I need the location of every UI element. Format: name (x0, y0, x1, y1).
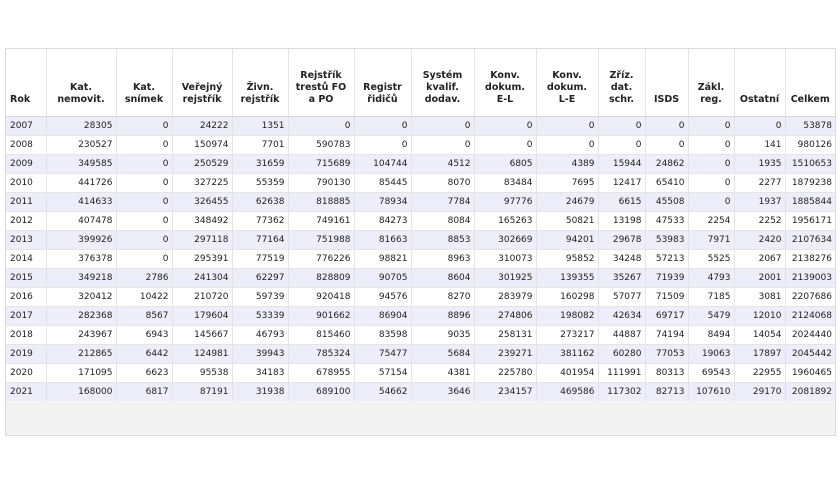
table-cell: 69717 (645, 307, 688, 326)
table-cell: 301925 (474, 269, 536, 288)
table-cell: 171095 (46, 364, 116, 383)
table-cell: 60280 (598, 345, 645, 364)
table-cell: 0 (354, 136, 411, 155)
table-cell: 6615 (598, 193, 645, 212)
table-row (6, 155, 835, 174)
table-cell: 715689 (288, 155, 354, 174)
table-cell: 243967 (46, 326, 116, 345)
table-cell: 320412 (46, 288, 116, 307)
table-cell: 0 (354, 117, 411, 136)
table-cell: 77053 (645, 345, 688, 364)
table-cell: 94576 (354, 288, 411, 307)
table-container (5, 48, 836, 436)
table-cell: 469586 (536, 383, 598, 402)
table-cell: 0 (116, 193, 172, 212)
table-cell: 78934 (354, 193, 411, 212)
table-cell: 2420 (734, 231, 785, 250)
table-cell: 29170 (734, 383, 785, 402)
table-cell: 297118 (172, 231, 232, 250)
table-cell: 3646 (411, 383, 474, 402)
table-row (6, 307, 835, 326)
table-cell: 441726 (46, 174, 116, 193)
column-header[interactable] (645, 49, 688, 117)
table-cell: 2107634 (785, 231, 835, 250)
table-cell: 0 (598, 117, 645, 136)
table-cell: 8084 (411, 212, 474, 231)
table-row (6, 231, 835, 250)
table-cell: 210720 (172, 288, 232, 307)
column-header[interactable] (598, 49, 645, 117)
table-cell: 87191 (172, 383, 232, 402)
column-header-text: trestů FO (295, 82, 347, 93)
table-cell: 0 (116, 117, 172, 136)
table-body (6, 117, 835, 402)
year-cell: 2014 (6, 250, 46, 269)
table-cell: 1879238 (785, 174, 835, 193)
table-cell: 5479 (688, 307, 734, 326)
table-cell: 250529 (172, 155, 232, 174)
year-cell: 2021 (6, 383, 46, 402)
year-cell: 2007 (6, 117, 46, 136)
table-cell: 689100 (288, 383, 354, 402)
column-header-text: Registr (363, 82, 402, 93)
column-header-text: dokum. (547, 82, 587, 93)
table-cell: 399926 (46, 231, 116, 250)
column-header-text: L-E (558, 94, 576, 105)
table-cell: 57154 (354, 364, 411, 383)
table-cell: 0 (116, 231, 172, 250)
table-cell: 8270 (411, 288, 474, 307)
year-cell: 2016 (6, 288, 46, 307)
table-cell: 310073 (474, 250, 536, 269)
table-cell: 0 (688, 117, 734, 136)
table-cell: 2067 (734, 250, 785, 269)
table-cell: 8604 (411, 269, 474, 288)
table-cell: 12010 (734, 307, 785, 326)
table-row (6, 212, 835, 231)
table-cell: 53983 (645, 231, 688, 250)
column-header[interactable] (6, 49, 46, 117)
table-cell: 0 (598, 136, 645, 155)
table-cell: 0 (688, 136, 734, 155)
table-cell: 349218 (46, 269, 116, 288)
table-cell: 2254 (688, 212, 734, 231)
table-cell: 53339 (232, 307, 288, 326)
table-cell: 44887 (598, 326, 645, 345)
data-table (6, 49, 835, 401)
year-cell: 2013 (6, 231, 46, 250)
table-cell: 0 (288, 117, 354, 136)
table-cell: 77519 (232, 250, 288, 269)
table-cell: 97776 (474, 193, 536, 212)
table-cell: 28305 (46, 117, 116, 136)
column-header-text: a PO (308, 94, 334, 105)
table-cell: 59739 (232, 288, 288, 307)
table-cell: 84273 (354, 212, 411, 231)
table-cell: 0 (688, 193, 734, 212)
table-cell: 376378 (46, 250, 116, 269)
table-cell: 0 (536, 117, 598, 136)
table-cell: 2277 (734, 174, 785, 193)
table-cell: 980126 (785, 136, 835, 155)
table-cell: 160298 (536, 288, 598, 307)
table-cell: 302669 (474, 231, 536, 250)
table-cell: 1885844 (785, 193, 835, 212)
table-cell: 62297 (232, 269, 288, 288)
table-cell: 2001 (734, 269, 785, 288)
column-header-text: Systém (422, 70, 463, 81)
table-cell: 35267 (598, 269, 645, 288)
table-cell: 50821 (536, 212, 598, 231)
table-cell: 77164 (232, 231, 288, 250)
table-cell: 295391 (172, 250, 232, 269)
table-cell: 8853 (411, 231, 474, 250)
table-row (6, 288, 835, 307)
table-cell: 77362 (232, 212, 288, 231)
table-cell: 0 (734, 117, 785, 136)
table-cell: 282368 (46, 307, 116, 326)
table-cell: 6817 (116, 383, 172, 402)
table-cell: 0 (116, 136, 172, 155)
column-header-text: dokum. (485, 82, 525, 93)
column-header-text: dat. (610, 82, 633, 93)
column-header[interactable] (116, 49, 172, 117)
table-cell: 83484 (474, 174, 536, 193)
table-row (6, 117, 835, 136)
table-cell: 31659 (232, 155, 288, 174)
table-cell: 818885 (288, 193, 354, 212)
table-cell: 12417 (598, 174, 645, 193)
table-cell: 407478 (46, 212, 116, 231)
table-cell: 348492 (172, 212, 232, 231)
column-header-text: řidičů (367, 94, 398, 105)
table-cell: 0 (536, 136, 598, 155)
column-header-text: Živn. (246, 82, 274, 93)
table-cell: 785324 (288, 345, 354, 364)
column-header-text: Veřejný (181, 82, 223, 93)
table-cell: 13198 (598, 212, 645, 231)
table-cell: 0 (411, 117, 474, 136)
table-cell: 5525 (688, 250, 734, 269)
table-row (6, 364, 835, 383)
table-cell: 239271 (474, 345, 536, 364)
table-cell: 8070 (411, 174, 474, 193)
year-cell: 2020 (6, 364, 46, 383)
table-cell: 7185 (688, 288, 734, 307)
table-cell: 3081 (734, 288, 785, 307)
table-cell: 42634 (598, 307, 645, 326)
column-header-text: ISDS (653, 94, 680, 105)
table-row (6, 383, 835, 402)
table-cell: 2124068 (785, 307, 835, 326)
table-cell: 4512 (411, 155, 474, 174)
table-cell: 94201 (536, 231, 598, 250)
table-cell: 57077 (598, 288, 645, 307)
table-cell: 590783 (288, 136, 354, 155)
table-cell: 22955 (734, 364, 785, 383)
table-cell: 14054 (734, 326, 785, 345)
table-cell: 0 (116, 212, 172, 231)
table-cell: 4389 (536, 155, 598, 174)
table-cell: 107610 (688, 383, 734, 402)
table-row (6, 326, 835, 345)
table-cell: 749161 (288, 212, 354, 231)
table-cell: 45508 (645, 193, 688, 212)
table-cell: 0 (116, 250, 172, 269)
table-cell: 0 (116, 174, 172, 193)
table-cell: 34183 (232, 364, 288, 383)
table-cell: 168000 (46, 383, 116, 402)
column-header-text: Kat. (133, 82, 155, 93)
table-cell: 2024440 (785, 326, 835, 345)
column-header-text: schr. (609, 94, 634, 105)
table-cell: 17897 (734, 345, 785, 364)
table-cell: 75477 (354, 345, 411, 364)
column-header[interactable] (172, 49, 232, 117)
column-header-text: Zákl. (697, 82, 725, 93)
column-header-text: Celkem (790, 94, 830, 105)
table-cell: 104744 (354, 155, 411, 174)
table-cell: 90705 (354, 269, 411, 288)
table-cell: 2138276 (785, 250, 835, 269)
column-header[interactable] (734, 49, 785, 117)
table-cell: 74194 (645, 326, 688, 345)
table-cell: 124981 (172, 345, 232, 364)
table-cell: 0 (688, 174, 734, 193)
table-cell: 53878 (785, 117, 835, 136)
table-cell: 283979 (474, 288, 536, 307)
table-cell: 10422 (116, 288, 172, 307)
year-cell: 2019 (6, 345, 46, 364)
year-cell: 2012 (6, 212, 46, 231)
table-cell: 2786 (116, 269, 172, 288)
table-cell: 0 (116, 155, 172, 174)
table-cell: 381162 (536, 345, 598, 364)
table-header-row (6, 49, 835, 117)
table-row (6, 136, 835, 155)
table-cell: 1956171 (785, 212, 835, 231)
table-cell: 69543 (688, 364, 734, 383)
table-cell: 815460 (288, 326, 354, 345)
table-cell: 95852 (536, 250, 598, 269)
year-cell: 2008 (6, 136, 46, 155)
table-cell: 34248 (598, 250, 645, 269)
table-cell: 141 (734, 136, 785, 155)
column-header-text: dodav. (424, 94, 461, 105)
table-cell: 85445 (354, 174, 411, 193)
table-cell: 24222 (172, 117, 232, 136)
table-cell: 6623 (116, 364, 172, 383)
year-cell: 2015 (6, 269, 46, 288)
table-cell: 2252 (734, 212, 785, 231)
table-cell: 71509 (645, 288, 688, 307)
year-cell: 2018 (6, 326, 46, 345)
column-header-text: Rok (10, 94, 31, 105)
column-header[interactable] (288, 49, 354, 117)
table-row (6, 174, 835, 193)
table-cell: 230527 (46, 136, 116, 155)
table-cell: 274806 (474, 307, 536, 326)
table-cell: 24862 (645, 155, 688, 174)
table-cell: 47533 (645, 212, 688, 231)
table-cell: 1935 (734, 155, 785, 174)
table-cell: 46793 (232, 326, 288, 345)
table-cell: 80313 (645, 364, 688, 383)
table-cell: 31938 (232, 383, 288, 402)
year-cell: 2009 (6, 155, 46, 174)
table-cell: 7784 (411, 193, 474, 212)
column-header[interactable] (688, 49, 734, 117)
column-header[interactable] (411, 49, 474, 117)
column-header-text: Zříz. (609, 70, 634, 81)
table-cell: 6805 (474, 155, 536, 174)
column-header-text: Kat. (70, 82, 92, 93)
table-cell: 62638 (232, 193, 288, 212)
column-header-text: Konv. (490, 70, 520, 81)
table-cell: 81663 (354, 231, 411, 250)
table-cell: 401954 (536, 364, 598, 383)
table-cell: 15944 (598, 155, 645, 174)
table-cell: 117302 (598, 383, 645, 402)
table-cell: 111991 (598, 364, 645, 383)
table-cell: 0 (688, 155, 734, 174)
year-cell: 2010 (6, 174, 46, 193)
table-cell: 9035 (411, 326, 474, 345)
table-cell: 139355 (536, 269, 598, 288)
column-header-text: nemovit. (57, 94, 105, 105)
table-row (6, 250, 835, 269)
table-cell: 19063 (688, 345, 734, 364)
table-cell: 678955 (288, 364, 354, 383)
table-cell: 2139003 (785, 269, 835, 288)
year-cell: 2011 (6, 193, 46, 212)
column-header-text: E-L (496, 94, 514, 105)
table-cell: 1510653 (785, 155, 835, 174)
column-header[interactable] (785, 49, 835, 117)
table-cell: 150974 (172, 136, 232, 155)
table-cell: 95538 (172, 364, 232, 383)
column-header-text: rejstřík (240, 94, 280, 105)
table-cell: 790130 (288, 174, 354, 193)
table-cell: 225780 (474, 364, 536, 383)
table-cell: 2081892 (785, 383, 835, 402)
column-header-text: reg. (700, 94, 722, 105)
table-cell: 212865 (46, 345, 116, 364)
table-cell: 901662 (288, 307, 354, 326)
table-cell: 273217 (536, 326, 598, 345)
table-cell: 8567 (116, 307, 172, 326)
table-cell: 1937 (734, 193, 785, 212)
table-cell: 7701 (232, 136, 288, 155)
table-cell: 751988 (288, 231, 354, 250)
table-cell: 2045442 (785, 345, 835, 364)
table-cell: 179604 (172, 307, 232, 326)
table-row (6, 269, 835, 288)
table-cell: 8896 (411, 307, 474, 326)
table-cell: 39943 (232, 345, 288, 364)
table-cell: 55359 (232, 174, 288, 193)
column-header[interactable] (474, 49, 536, 117)
table-cell: 828809 (288, 269, 354, 288)
table-cell: 7695 (536, 174, 598, 193)
column-header[interactable] (46, 49, 116, 117)
table-cell: 5684 (411, 345, 474, 364)
table-cell: 98821 (354, 250, 411, 269)
table-cell: 65410 (645, 174, 688, 193)
column-header-text: rejstřík (182, 94, 222, 105)
table-row (6, 345, 835, 364)
table-cell: 0 (645, 117, 688, 136)
table-cell: 1960465 (785, 364, 835, 383)
column-header[interactable] (354, 49, 411, 117)
table-cell: 0 (645, 136, 688, 155)
table-cell: 0 (474, 117, 536, 136)
table-cell: 0 (411, 136, 474, 155)
table-cell: 24679 (536, 193, 598, 212)
table-cell: 83598 (354, 326, 411, 345)
table-cell: 57213 (645, 250, 688, 269)
table-row (6, 193, 835, 212)
table-cell: 6943 (116, 326, 172, 345)
table-cell: 349585 (46, 155, 116, 174)
table-cell: 165263 (474, 212, 536, 231)
table-cell: 920418 (288, 288, 354, 307)
table-cell: 8963 (411, 250, 474, 269)
column-header-text: Konv. (552, 70, 582, 81)
table-cell: 0 (474, 136, 536, 155)
year-cell: 2017 (6, 307, 46, 326)
table-cell: 326455 (172, 193, 232, 212)
table-cell: 82713 (645, 383, 688, 402)
table-cell: 6442 (116, 345, 172, 364)
table-cell: 4793 (688, 269, 734, 288)
table-cell: 145667 (172, 326, 232, 345)
column-header-text: snímek (124, 94, 164, 105)
column-header-text: kvalif. (426, 82, 459, 93)
table-cell: 29678 (598, 231, 645, 250)
column-header[interactable] (232, 49, 288, 117)
table-cell: 8494 (688, 326, 734, 345)
table-cell: 86904 (354, 307, 411, 326)
column-header[interactable] (536, 49, 598, 117)
column-header-text: Ostatní (739, 94, 780, 105)
table-cell: 414633 (46, 193, 116, 212)
table-cell: 7971 (688, 231, 734, 250)
table-cell: 1351 (232, 117, 288, 136)
column-header-text: Rejstřík (300, 70, 342, 81)
table-cell: 234157 (474, 383, 536, 402)
table-cell: 776226 (288, 250, 354, 269)
table-cell: 2207686 (785, 288, 835, 307)
table-cell: 241304 (172, 269, 232, 288)
table-cell: 327225 (172, 174, 232, 193)
table-cell: 258131 (474, 326, 536, 345)
table-cell: 54662 (354, 383, 411, 402)
table-cell: 198082 (536, 307, 598, 326)
table-cell: 71939 (645, 269, 688, 288)
table-cell: 4381 (411, 364, 474, 383)
